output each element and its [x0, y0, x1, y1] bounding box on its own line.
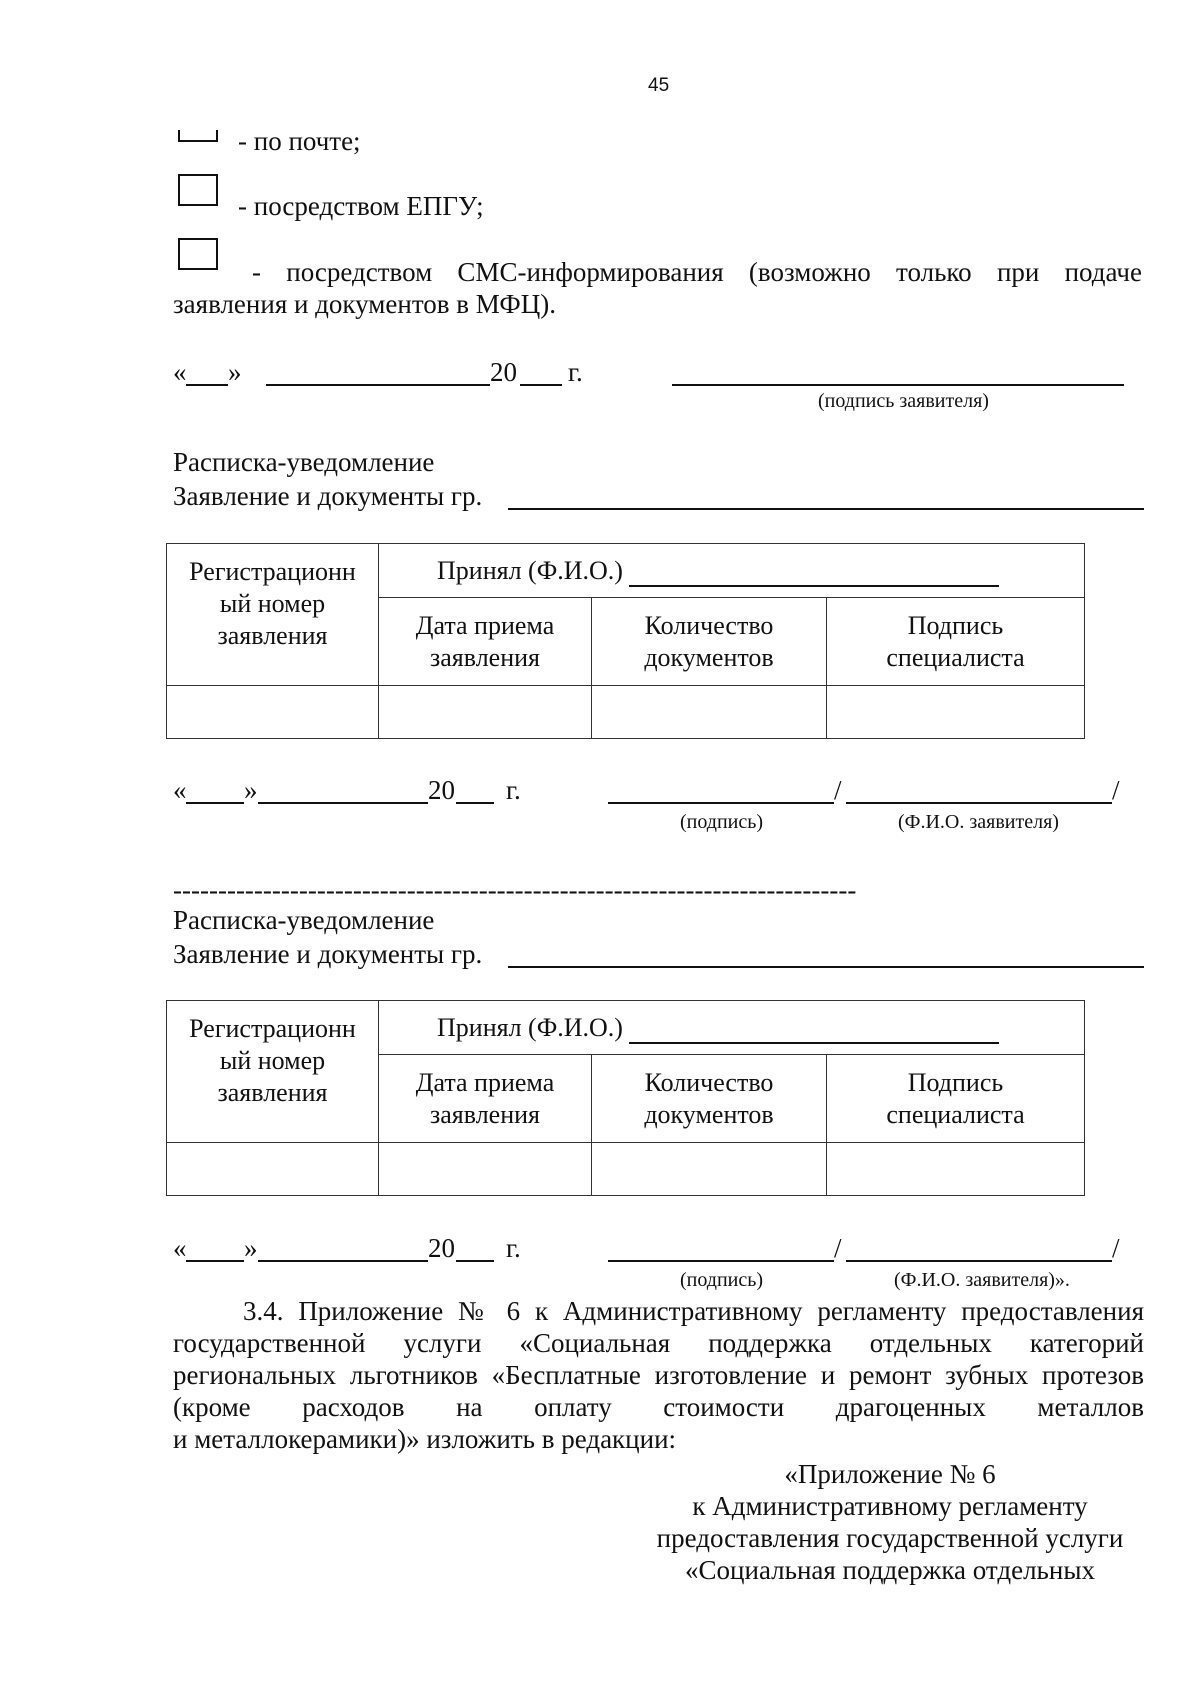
- fio-caption: (Ф.И.О. заявителя)».: [894, 1269, 1070, 1291]
- signature-caption: (подпись): [680, 1269, 764, 1291]
- option-sms-label: - посредством СМС-информирования (возможно только при подаче: [252, 257, 1142, 287]
- sign-cell[interactable]: [827, 1143, 1085, 1196]
- checkbox-sms[interactable]: [178, 238, 218, 270]
- receipt-title: Расписка-уведомление: [173, 905, 435, 935]
- date-open-quote: «: [173, 775, 187, 805]
- receipt-applicant-blank[interactable]: [508, 966, 1144, 968]
- page-number: 45: [648, 75, 670, 96]
- option-post-label: - по почте;: [238, 126, 361, 156]
- option-epgu-label: - посредством ЕПГУ;: [238, 191, 484, 221]
- registration-table: [166, 1000, 1085, 1196]
- day-blank[interactable]: [186, 802, 244, 804]
- date-open-quote: «: [173, 357, 187, 387]
- year-prefix: 20: [428, 1233, 455, 1263]
- paragraph-line: региональных льготников «Бесплатные изготовление и ремонт зубных протезов: [173, 1360, 1144, 1390]
- accepted-by-cell: [379, 544, 1085, 598]
- year-suffix: г.: [506, 1233, 521, 1263]
- date-header: Дата приема заявления: [379, 598, 592, 686]
- year-blank[interactable]: [456, 802, 494, 804]
- slash: /: [1112, 775, 1120, 805]
- slash: /: [834, 775, 842, 805]
- reg-number-header: Регистрационн ый номер заявления: [167, 1001, 379, 1143]
- reg-number-cell[interactable]: [167, 1143, 379, 1196]
- year-prefix: 20: [490, 357, 517, 387]
- cut-line: ----------------------------------------------------------------------------: [173, 875, 857, 905]
- date-header: Дата приема заявления: [379, 1055, 592, 1143]
- appendix-header-line: «Социальная поддержка отдельных: [685, 1555, 1095, 1585]
- accepted-by-cell: [379, 1001, 1085, 1055]
- slash: /: [1112, 1233, 1120, 1263]
- date-cell[interactable]: [379, 686, 592, 739]
- paragraph-line: государственной услуги «Социальная поддержка отдельных категорий: [173, 1328, 1144, 1358]
- signature-blank[interactable]: [608, 1260, 834, 1262]
- sign-header: Подпись специалиста: [827, 1055, 1085, 1143]
- date-close-quote: »: [244, 775, 258, 805]
- date-open-quote: «: [173, 1233, 187, 1263]
- count-cell[interactable]: [592, 1143, 827, 1196]
- appendix-header-line: предоставления государственной услуги: [656, 1523, 1124, 1553]
- date-close-quote: »: [244, 1233, 258, 1263]
- receipt-applicant-label: Заявление и документы гр.: [173, 481, 483, 511]
- count-header: Количество документов: [592, 598, 827, 686]
- checkbox-post[interactable]: [178, 130, 218, 142]
- month-blank[interactable]: [258, 802, 428, 804]
- applicant-signature-blank[interactable]: [672, 384, 1124, 386]
- day-blank[interactable]: [186, 384, 228, 386]
- reg-number-cell[interactable]: [167, 686, 379, 739]
- paragraph-line: 3.4. Приложение № 6 к Административному регламенту предоставления: [243, 1296, 1144, 1326]
- sign-cell[interactable]: [827, 686, 1085, 739]
- accepted-by-blank[interactable]: [629, 561, 999, 587]
- fio-blank[interactable]: [846, 1260, 1112, 1262]
- receipt-applicant-label: Заявление и документы гр.: [173, 939, 483, 969]
- signature-blank[interactable]: [608, 802, 834, 804]
- fio-blank[interactable]: [846, 802, 1112, 804]
- date-cell[interactable]: [379, 1143, 592, 1196]
- date-close-quote: »: [228, 357, 242, 387]
- month-blank[interactable]: [266, 384, 490, 386]
- year-suffix: г.: [506, 775, 521, 805]
- month-blank[interactable]: [258, 1260, 428, 1262]
- reg-number-header: Регистрационн ый номер заявления: [167, 544, 379, 686]
- signature-caption: (подпись): [680, 811, 764, 833]
- fio-caption: (Ф.И.О. заявителя): [898, 811, 1059, 833]
- slash: /: [834, 1233, 842, 1263]
- accepted-by-label: Принял (Ф.И.О.): [437, 555, 623, 585]
- count-cell[interactable]: [592, 686, 827, 739]
- registration-table: [166, 543, 1085, 739]
- year-prefix: 20: [428, 775, 455, 805]
- year-blank[interactable]: [520, 384, 562, 386]
- day-blank[interactable]: [186, 1260, 244, 1262]
- paragraph-line: и металлокерамики)» изложить в редакции:: [173, 1424, 677, 1454]
- sign-header: Подпись специалиста: [827, 598, 1085, 686]
- appendix-header-line: к Административному регламенту: [692, 1491, 1088, 1521]
- accepted-by-blank[interactable]: [629, 1018, 999, 1044]
- checkbox-epgu[interactable]: [178, 174, 218, 206]
- paragraph-line: (кроме расходов на оплату стоимости драгоценных металлов: [173, 1392, 1144, 1422]
- receipt-title: Расписка-уведомление: [173, 447, 435, 477]
- year-suffix: г.: [568, 357, 583, 387]
- appendix-header-line: «Приложение № 6: [784, 1459, 996, 1489]
- accepted-by-label: Принял (Ф.И.О.): [437, 1012, 623, 1042]
- receipt-applicant-blank[interactable]: [508, 508, 1144, 510]
- option-sms-label-cont: заявления и документов в МФЦ).: [173, 289, 556, 319]
- year-blank[interactable]: [456, 1260, 494, 1262]
- count-header: Количество документов: [592, 1055, 827, 1143]
- applicant-signature-caption: (подпись заявителя): [818, 390, 989, 412]
